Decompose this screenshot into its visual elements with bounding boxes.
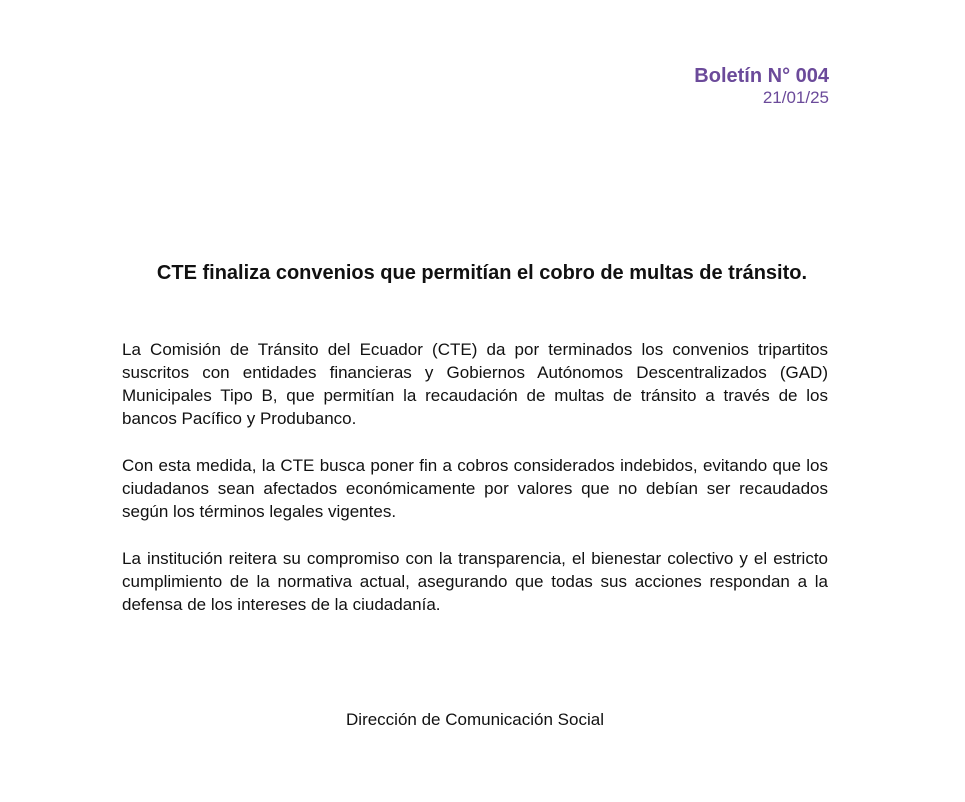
paragraph-3: La institución reitera su compromiso con la transparencia, el bienestar colectivo y el estricto cumplimiento de la normativa actual, asegurando que todas sus acciones respondan a la defensa de los intereses de la ciudadanía. xyxy=(122,549,828,614)
footer-signature: Dirección de Comunicación Social xyxy=(346,710,604,729)
bulletin-number: Boletín N° 004 xyxy=(694,65,829,87)
bulletin-header xyxy=(694,64,829,108)
paragraph-1: La Comisión de Tránsito del Ecuador (CTE) da por terminados los convenios tripartitos suscritos con entidades financieras y Gobiernos Autónomos Descentralizados (GAD) Municipales Tipo B, que permitían la recaudación de multas de tránsito a través de los bancos Pacífico y Produbanco. xyxy=(122,340,828,428)
body-text xyxy=(122,338,828,640)
headline: CTE finaliza convenios que permitían el cobro de multas de tránsito. xyxy=(156,262,808,284)
bulletin-date: 21/01/25 xyxy=(762,88,829,107)
paragraph-2: Con esta medida, la CTE busca poner fin a cobros considerados indebidos, evitando que los ciudadanos sean afectados económicamente por valores que no debían ser recaudados según los términos legales vigentes. xyxy=(122,456,828,521)
